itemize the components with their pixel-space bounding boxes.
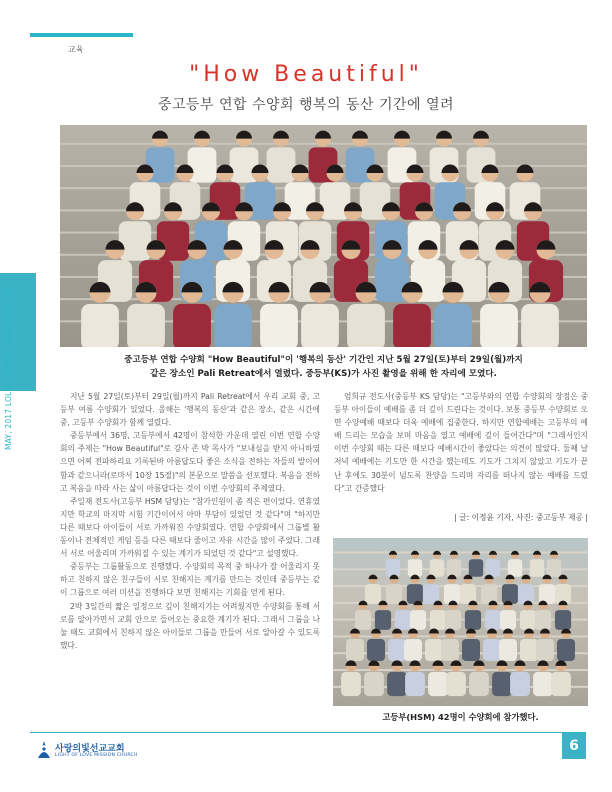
byline-credit: | 글: 이정윤 기자, 사진: 중고등부 제공 |: [454, 513, 588, 522]
side-issue-label: MAY, 2017 LOLMC TIMES | www.lolmc.org: [4, 287, 13, 450]
article-column-left: [60, 390, 320, 652]
article-column-right: [334, 390, 588, 495]
paragraph: 지난 5월 27일(토)부터 29일(월)까지 Pali Retreat에서 우리 교회 중, 고등부 여름 수양회가 있었다. 올해는 '행복의 동산'과 같은 장소, 같은 시간에 중, 고등부 수양회가 함께 열렸다.: [60, 392, 320, 428]
church-name-english: LIGHT OF LOVE MISSION CHURCH: [55, 753, 138, 758]
header-rule: [30, 33, 133, 37]
photo-caption-bottom: 고등부(HSM) 42명이 수양회에 참가했다.: [382, 712, 539, 722]
caption-line-1: 중고등부 연합 수양회 "How Beautiful"이 '행복의 동산' 기간인 지난 5월 27일(토)부터 29일(월)까지: [124, 355, 523, 365]
page-number: 6: [562, 733, 586, 759]
paragraph: 엄희규 전도사(중등부 KS 담당)는 "고등부와의 연합 수양회의 장점은 중등부 아이들이 예배를 좀 더 깊이 드린다는 것이다. 보통 중등부 수양회로 오면 수양예배 때보다 더욱 예배에 집중한다. 하지만 연합예배는 고등부의 예배 드리는 모습을 보며 마음을 열고 예배에 깊이 들어간다"며 "그래서인지 이번 수양회 때는 다른 때보다 예배시간이 좋았다는 의견이 많았다. 둘째 날 저녁 예배에는 기도만 한 시간을 했는데도 기도가 그치지 않았고 기도가 끝난 후에도 30분이 넘도록 찬양을 드리며 자리를 떠나지 않는 예배를 드렸다"고 간증했다: [334, 392, 588, 493]
caption-line-2: 같은 장소인 Pali Retreat에서 열렸다. 중등부(KS)가 사진 촬영을 위해 한 자리에 모였다.: [150, 369, 497, 379]
paragraph: 2박 3일간의 짧은 일정으로 깊이 친해지기는 어려웠지만 수양회를 통해 서로를 알아가면서 교회 안으로 들어오는 중요한 계기가 된다. 그래서 그룹을 나눌 때도 교회에서 친하지 않은 아이들로 그룹을 만들어 서로 알아갈 수 있도록 했다.: [60, 601, 320, 650]
church-name-korean: 사랑의빛선교교회: [55, 744, 125, 754]
photo-caption-top: [60, 353, 587, 381]
section-label: 교육: [68, 45, 84, 54]
article-subtitle: 중고등부 연합 수양회 행복의 동산 기간에 열려: [157, 97, 455, 113]
footer-rule: [30, 732, 586, 733]
article-title: "How Beautiful": [189, 62, 423, 87]
paragraph: 중등부는 그룹활동으로 진행했다. 수양회의 목적 중 하나가 잘 어울리지 못하고 친하지 않은 친구들이 서로 친해지는 계기를 만드는 것인데 중등부는 같이 그룹으로 여러 미션을 진행하다 보면 친해지는 기회를 얻게 된다.: [60, 562, 320, 598]
paragraph: 주일재 전도사(고등부 HSM 담당)는 "참가인원이 좀 적은 편이었다. 연휴였지만 학교의 마지막 시험 기간이어서 아마 부담이 있었던 것 같다"며 "하지만 다른 때보다 아이들이 서로 가까워진 수양회였다. 연합 수양회에서 그룹별 활동이나 전체적인 게임 등을 다른 때보다 줄이고 자유 시간을 많이 주었다. 그래서 서로 어울리며 가까워질 수 있는 계기가 되었던 것 같다"고 설명했다.: [60, 496, 320, 559]
church-logo-icon: [36, 740, 52, 760]
church-logo: [36, 740, 166, 762]
paragraph: 중등부에서 36명, 고등부에서 42명이 참석한 가운데 열린 이번 연합 수양회의 주제는 "How Beautiful"로 강사 존 박 목사가 "보내심을 받지 아니하였으면 어찌 전파하리요 기록된바 아름답도다 좋은 소식을 전하는 자들의 발이여 함과 같으니라(로마서 10장 15절)"의 본문으로 말씀을 선포했다. 복음을 전하고 복음을 따라 사는 삶이 아름답다는 것이 이번 수양회의 주제였다.: [60, 431, 320, 493]
group-photo-high-school: [333, 538, 588, 706]
group-photo-middle-school: [60, 125, 587, 347]
